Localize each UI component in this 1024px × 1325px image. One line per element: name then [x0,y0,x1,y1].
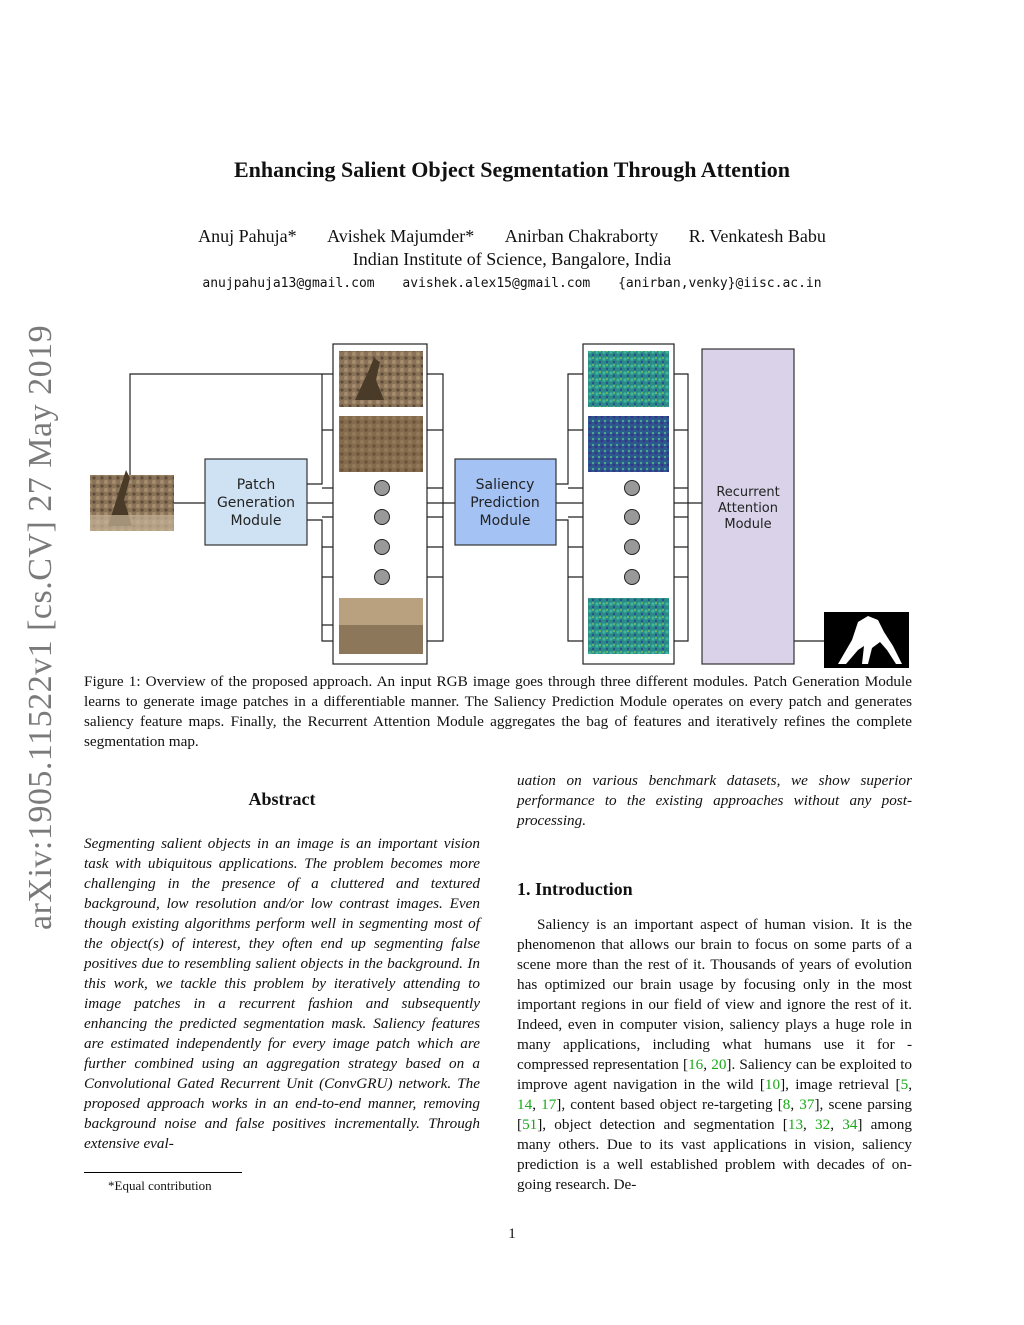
citation-link[interactable]: 13 [787,1116,804,1133]
citation-link[interactable]: 16 [688,1056,704,1073]
author: Avishek Majumder* [327,226,475,246]
citation-link[interactable]: 17 [541,1096,557,1113]
module-label: Prediction [470,495,540,511]
ellipsis-dot [375,481,390,496]
abstract-continued: uation on various benchmark datasets, we show superior performance to the existing approaches without any post-processing. [517,772,912,829]
citation-link[interactable]: 32 [815,1116,831,1133]
citation-link[interactable]: 5 [900,1076,909,1093]
module-label: Saliency [475,477,535,493]
ellipsis-dot [375,570,390,585]
module-label: Module [479,513,531,529]
abstract-heading: Abstract [248,789,316,809]
saliency-prediction-module [455,459,556,545]
arxiv-stamp: arXiv:1905.11522v1 [cs.CV] 27 May 2019 [22,324,59,930]
ellipsis-dot [625,540,640,555]
email: {anirban,venky}@iisc.ac.in [618,276,822,291]
citation-link[interactable]: 14 [517,1096,533,1113]
saliency-map [588,416,669,472]
paper-title: Enhancing Salient Object Segmentation Through Attention [234,157,790,182]
ellipsis-dot [625,481,640,496]
citation-link[interactable]: 34 [842,1116,858,1133]
author: Anirban Chakraborty [504,226,659,246]
affiliation: Indian Institute of Science, Bangalore, India [352,249,672,269]
module-label: Attention [718,501,778,516]
author: R. Venkatesh Babu [688,226,826,246]
citation-link[interactable]: 10 [764,1076,781,1093]
section-heading: 1. Introduction [517,879,633,899]
page-number: 1 [508,1226,516,1242]
footnote-rule [84,1172,242,1173]
abstract-text: Segmenting salient objects in an image is an important vision task with ubiquitous applications. The problem becomes more challenging in the presence of a cluttered and textured background, low resolution and/or low contrast images. Even though existing algorithms perform well in segmenting most of the object(s) of interest, they often end up segmenting false positives due to resembling salient objects in the background. In this work, we tackle this problem by iteratively attending to image patches in a recurrent fashion and subsequently enhancing the predicted segmentation mask. Saliency features are estimated independently for every image patch which are further combined using an aggregation strategy based on a Convolutional Gated Recurrent Unit (ConvGRU) network. The proposed approach works in an end-to-end manner, removing background noise and false positives incrementally. Through extensive eval- [84,835,480,1152]
citation-link[interactable]: 51 [522,1116,538,1133]
figure-caption: Figure 1: Overview of the proposed approach. An input RGB image goes through three different modules. Patch Generation Module learns to generate image patches in a differentiable manner. The Saliency Prediction Module operates on every patch and generates saliency feature maps. Finally, the Recurrent Attention Module aggregates the bag of features and iteratively refines the complete segmentation map. [84,673,912,750]
saliency-map-column [583,344,674,664]
citation-link[interactable]: 37 [799,1096,815,1113]
ellipsis-dot [375,510,390,525]
module-label: Module [724,517,772,532]
saliency-map [588,351,669,407]
author: Anuj Pahuja* [198,226,297,246]
ellipsis-dot [375,540,390,555]
module-label: Generation [216,495,296,511]
image-patch-column [333,344,427,664]
citation-link[interactable]: 20 [711,1056,727,1073]
output-segmentation-mask [824,612,909,668]
email: anujpahuja13@gmail.com [202,276,375,291]
ellipsis-dot [625,510,640,525]
ellipsis-dot [625,570,640,585]
email-list [0,276,1024,291]
author-list [0,226,1024,247]
module-label: Recurrent [716,485,780,500]
module-label: Patch [236,477,276,493]
overview-figure [0,330,1024,675]
saliency-map [588,598,669,654]
email: avishek.alex15@gmail.com [402,276,591,291]
module-label: Module [230,513,282,529]
recurrent-attention-module [702,349,794,664]
intro-paragraph: Saliency is an important aspect of human vision. It is the phenomenon that allows our brain to focus on some parts of a scene more than the rest of it. Thousands of years of evolution has optimized our brain usage by focusing only in the most important regions in our field of view and ignore the rest of it. Indeed, even in computer vision, saliency plays a huge role in many applications, including what humans use it for - compressed representation [16, 20]. Saliency can be exploited to improve agent navigation in the wild [10], image retrieval [5, 14, 17], content based object re-targeting [8, 37], scene parsing [51], object detection and segmentation [13, 32, 34] among many others. Due to its vast applications in vision, saliency prediction is a well established problem with decades of on-going research. De- [517,916,913,1193]
patch-generation-module [205,459,307,545]
citation-link[interactable]: 8 [782,1096,791,1113]
footnote: *Equal contribution [108,1178,212,1193]
input-image [90,470,174,531]
